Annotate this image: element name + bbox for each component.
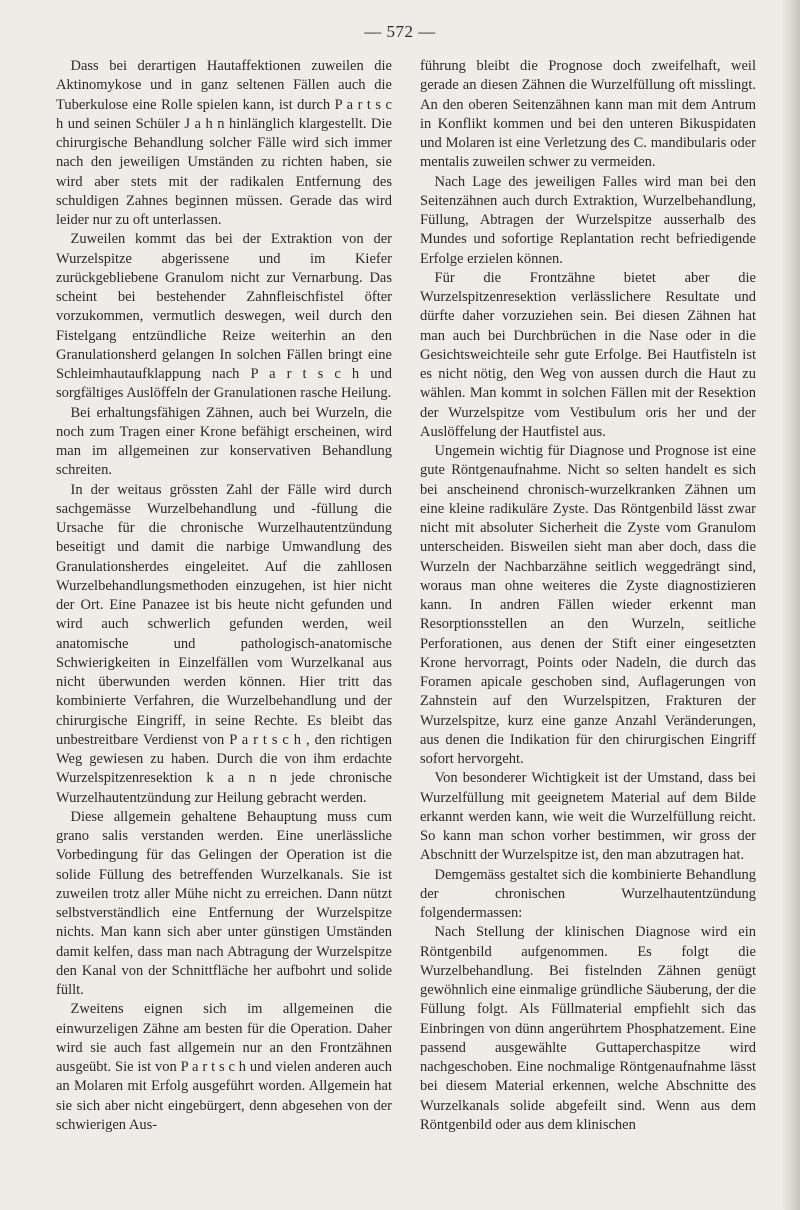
paragraph: Diese allgemein gehaltene Behauptung muss cum grano salis verstanden werden. Eine unerlässliche Vorbedingung für das Gelingen der Operation ist die solide Füllung des betreffenden Wurzelkanals. Sie ist zuweilen trotz aller Mühe nicht zu erreichen. Dann nützt selbstverständlich eine Entfernung der Wurzelspitze nichts. Man kann sich aber unter günstigen Umständen damit kelfen, dass man nach Abtragung der Wurzelspitze den Kanal von der Schnittfläche her aufbohrt und solide füllt. xyxy=(56,808,392,998)
paragraph: Ungemein wichtig für Diagnose und Prognose ist eine gute Röntgenaufnahme. Nicht so selten handelt es sich bei anscheinend chronisch-wurzelkranken Zähnen um eine kleine radikuläre Zyste. Das Röntgenbild lässt zwar nicht mit absoluter Sicherheit die Zyste vom Granulom unterscheiden. Bisweilen sieht man aber doch, dass die Wurzeln der Nachbarzähne seitlich weggedrängt sind, woraus man ohne weiteres die Zyste diagnostizieren kann. In andren Fällen wieder erkennt man Resorptionsstellen an den Wurzeln, seitliche Perforationen, aus denen der Stift einer eingesetzten Krone hervorragt, Points oder Nadeln, die durch das Foramen apicale geschoben sind, Auflagerungen von Zahnstein auf den Wurzelspitzen, Frakturen der Wurzelspitze, kurz eine ganze Anzahl Veränderungen, aus denen die Indikation für den chirurgischen Eingriff sofort hervorgeht. xyxy=(420,443,756,767)
paragraph: Dass bei derartigen Hautaffektionen zuweilen die Aktinomykose und in ganz seltenen Fällen auch die Tuberkulose eine Rolle spielen kann, ist durch P a r t s c h und seinen Schüler J a h n hinlänglich klargestellt. Die chirurgische Behandlung solcher Fälle wird sich immer nach den jeweiligen Umständen zu richten haben, sie wird aber stets mit der radikalen Entfernung des schuldigen Zahnes beginnen müssen. Gerade das wird leider nur zu oft unterlassen. xyxy=(56,58,392,228)
paragraph: Für die Frontzähne bietet aber die Wurzelspitzenresektion verlässlichere Resultate und dürfte daher vorzuziehen sein. Bei diesen Zähnen hat man auch bei Durchbrüchen in die Nase oder in die Gesichtsweichteile sehr gute Erfolge. Bei Hautfisteln ist es nicht nötig, den Weg von aussen durch die Haut zu wählen. Man kommt in solchen Fällen mit der Resektion der Wurzelspitze vom Vestibulum oris her und der Auslöffelung der Hautfistel aus. xyxy=(420,269,756,440)
paragraph: Demgemäss gestaltet sich die kombinierte Behandlung der chronischen Wurzelhautentzündung folgendermassen: xyxy=(420,866,756,921)
paragraph: Zweitens eignen sich im allgemeinen die einwurzeligen Zähne am besten für die Operation. Daher wird sie auch fast allgemein nur an den Frontzähnen ausgeübt. Sie ist von P a r t s c h und vielen anderen auch an Molaren mit Erfolg ausgeführt worden. Allgemein hat sie sich aber nicht eingebürgert, denn abgesehen von der schwierigen Aus- xyxy=(56,1001,392,1133)
paragraph: Nach Lage des jeweiligen Falles wird man bei den Seitenzähnen auch durch Extraktion, Wurzelbehandlung, Füllung, Abtragen der Wurzelspitze ausserhalb des Mundes und sofortige Replantation recht befriedigende Erfolge erzielen können. xyxy=(420,173,756,267)
right-column xyxy=(420,57,756,1135)
page-number: — 572 — xyxy=(364,22,436,41)
paragraph-continued: führung bleibt die Prognose doch zweifelhaft, weil gerade an diesen Zähnen die Wurzelfüllung oft misslingt. An den oberen Seitenzähnen kann man mit dem Antrum in Konflikt kommen und bei den unteren Bikuspidaten und Molaren ist eine Verletzung des C. mandibularis oder mentalis zuweilen schwer zu vermeiden. xyxy=(420,58,756,171)
paragraph: Bei erhaltungsfähigen Zähnen, auch bei Wurzeln, die noch zum Tragen einer Krone befähigt erscheinen, wird man im allgemeinen zur konservativen Behandlung schreiten. xyxy=(56,404,392,479)
left-column xyxy=(56,57,392,1135)
page-edge-shadow xyxy=(782,0,800,1210)
paragraph: Zuweilen kommt das bei der Extraktion von der Wurzelspitze abgerissene und im Kiefer zurückgebliebene Granulom nicht zur Vernarbung. Das scheint bei bestehender Zahnfleischfistel öfter vorzukommen, vermutlich deswegen, weil durch den Fistelgang entzündliche Reize weiterhin an den Granulationsherd gelangen In solchen Fällen bringt eine Schleimhautaufklappung nach P a r t s c h und sorgfältiges Auslöffeln der Granulationen rasche Heilung. xyxy=(56,231,392,402)
paragraph: In der weitaus grössten Zahl der Fälle wird durch sachgemässe Wurzelbehandlung und -füllung die Ursache für die chronische Wurzelhautentzündung beseitigt und damit die narbige Umwandlung des Granulationsherdes eingeleitet. Auf die zahllosen Wurzelbehandlungsmethoden einzugehen, ist hier nicht der Ort. Eine Panazee ist bis heute nicht gefunden und wird auch schwerlich gefunden werden, weil anatomische und pathologisch-anatomische Schwierigkeiten in Einzelfällen vom Wurzelkanal aus nicht überwunden werden können. Hier tritt das kombinierte Verfahren, die Wurzelbehandlung und der chirurgische Eingriff, in seine Rechte. Es bleibt das unbestreitbare Verdienst von P a r t s c h , den richtigen Weg gewiesen zu haben. Durch die von ihm erdachte Wurzelspitzenresektion k a n n jede chronische Wurzelhautentzündung zur Heilung gebracht werden. xyxy=(56,481,392,806)
paragraph: Nach Stellung der klinischen Diagnose wird ein Röntgenbild aufgenommen. Es folgt die Wurzelbehandlung. Bei fistelnden Zähnen genügt gewöhnlich eine einmalige gründliche Säuberung, der die Füllung folgt. Als Füllmaterial empfiehlt sich das Einbringen von dünn angerührtem Phosphatzement. Eine passend ausgewählte Guttaperchaspitze wird nachgeschoben. Eine nochmalige Röntgenaufnahme lässt bei diesem Material erkennen, welche Abschnitte des Wurzelkanals solide abgefeilt sind. Wenn aus dem Röntgenbild oder aus dem klinischen xyxy=(420,924,756,1133)
paragraph: Von besonderer Wichtigkeit ist der Umstand, dass bei Wurzelfüllung mit geeignetem Material auf dem Bilde erkannt werden kann, wie weit die Wurzelfüllung reicht. So kann man schon vorher bestimmen, wir gross der Abschnitt der Wurzelspitze ist, den man abzutragen hat. xyxy=(420,770,756,864)
